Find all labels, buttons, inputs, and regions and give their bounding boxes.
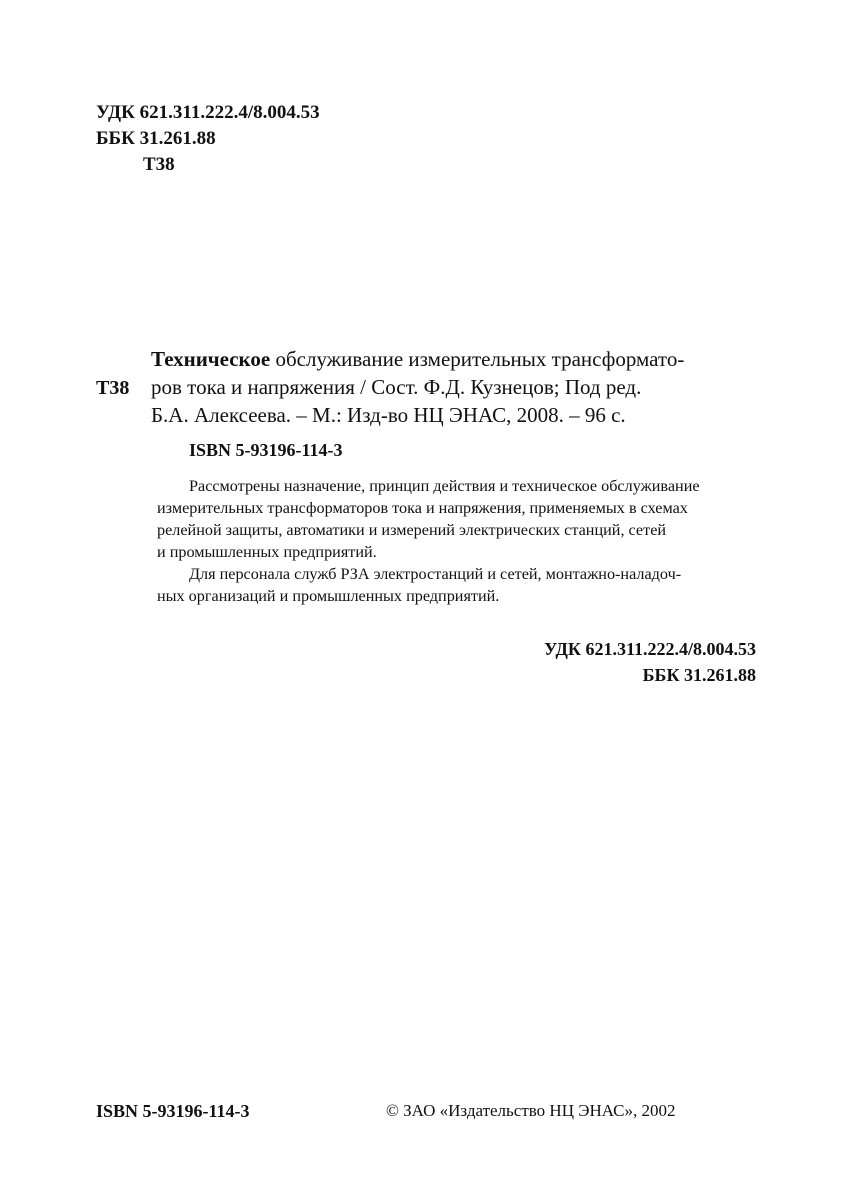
- annotation-p2-line-2: ных организаций и промышленных предприятий.: [157, 587, 500, 605]
- footer-udk-code: УДК 621.311.222.4/8.004.53: [544, 639, 756, 659]
- isbn-bottom: ISBN 5-93196-114-3: [96, 1101, 250, 1121]
- biblio-title-bold: Техническое: [151, 347, 271, 371]
- isbn-main: ISBN 5-93196-114-3: [189, 440, 343, 460]
- annotation-p1-line-4: и промышленных предприятий.: [157, 543, 377, 561]
- header-author-mark: Т38: [143, 154, 175, 175]
- biblio-line-2: ров тока и напряжения / Сост. Ф.Д. Кузнецов; Под ред.: [151, 375, 642, 399]
- biblio-line-1: [151, 345, 751, 373]
- header-udk-code: УДК 621.311.222.4/8.004.53: [96, 102, 320, 123]
- bibliographic-description: [151, 345, 751, 429]
- biblio-line-1-rest: обслуживание измерительных трансформато-: [270, 347, 685, 371]
- footer-bbk-code: ББК 31.261.88: [642, 665, 756, 685]
- annotation-p2-line-1: Для персонала служб РЗА электростанций и сетей, монтажно-наладоч-: [189, 565, 682, 583]
- footer-classification-codes: [544, 636, 756, 688]
- annotation: [157, 475, 757, 607]
- header-classification-codes: [96, 100, 320, 178]
- annotation-p1-line-3: релейной защиты, автоматики и измерений электрических станций, сетей: [157, 521, 667, 539]
- header-bbk-code: ББК 31.261.88: [96, 128, 216, 149]
- annotation-p1-line-1: Рассмотрены назначение, принцип действия и техническое обслуживание: [189, 477, 700, 495]
- copyright-notice: © ЗАО «Издательство НЦ ЭНАС», 2002: [386, 1101, 676, 1120]
- annotation-p1-line-2: измерительных трансформаторов тока и напряжения, применяемых в схемах: [157, 499, 688, 517]
- biblio-line-3: Б.А. Алексеева. – М.: Изд-во НЦ ЭНАС, 2008. – 96 с.: [151, 403, 626, 427]
- catalog-author-mark: Т38: [96, 377, 130, 399]
